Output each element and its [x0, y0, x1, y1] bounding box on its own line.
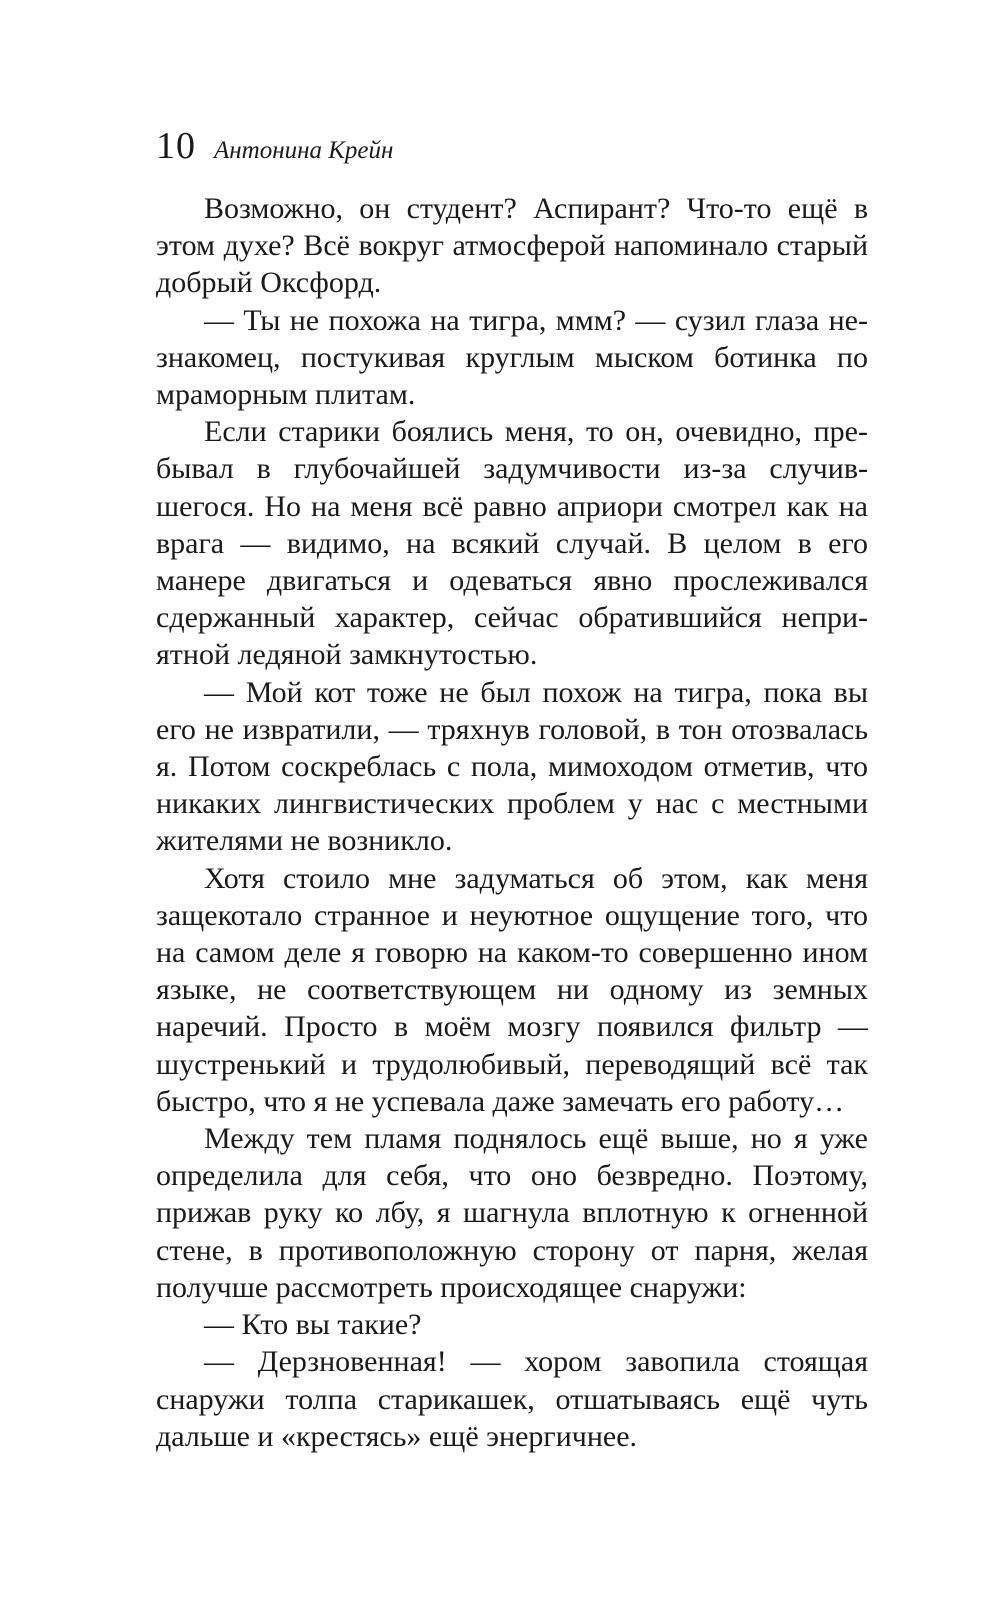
- paragraph: — Ты не похожа на тигра, ммм? — сузил глаза незнакомец, постукивая круглым мыском ботинка по мраморным плитам.: [156, 303, 868, 412]
- page-number: 10: [156, 125, 196, 167]
- paragraph: — Кто вы такие?: [204, 1308, 422, 1342]
- paragraph: Между тем пламя поднялось ещё выше, но я уже определила для себя, что оно безвредно. Поэтому, прижав руку ко лбу, я шагнула вплотную к огненной стене, в противоположную сторону от парня, желая получше рассмотреть происходящее снаружи:: [156, 1122, 868, 1304]
- paragraph: Хотя стоило мне задуматься об этом, как меня защекотало странное и неуютное ощущение того, что на самом деле я говорю на каком-то совершенно ином языке, не соответствующем ни одному из земных наречий. Просто в моём мозгу появился фильтр — шустренький и трудолюбивый, переводящий всё так быстро, что я не успевала даже замечать его работу…: [156, 861, 868, 1118]
- author-name: Антонина Крейн: [214, 137, 394, 164]
- running-head: [156, 122, 393, 170]
- paragraph: Возможно, он студент? Аспирант? Что-то ещё в этом духе? Всё вокруг атмосферой напоминало старый добрый Оксфорд.: [156, 192, 868, 300]
- paragraph: — Дерзновенная! — хором завопила стоящая снаружи толпа старикашек, отшатываясь ещё чуть дальше и «крестясь» ещё энергичнее.: [156, 1345, 868, 1453]
- paragraph: — Мой кот тоже не был похож на тигра, пока вы его не извратили, — тряхнув головой, в тон отозвалась я. Потом соскреблась с пола, мимоходом отметив, что никаких лингвистических проблем у нас с местными жителями не возникло.: [156, 675, 868, 858]
- body-text: [156, 190, 868, 1455]
- paragraph: Если старики боялись меня, то он, очевидно, пребывал в глубочайшей задумчивости из-за случившегося. Но на меня всё равно априори смотрел как на врага — видимо, на всякий случай. В целом в его манере двигаться и одеваться явно прослеживался сдержанный характер, сейчас обратившийся неприятной ледяной замкнутостью.: [156, 415, 868, 672]
